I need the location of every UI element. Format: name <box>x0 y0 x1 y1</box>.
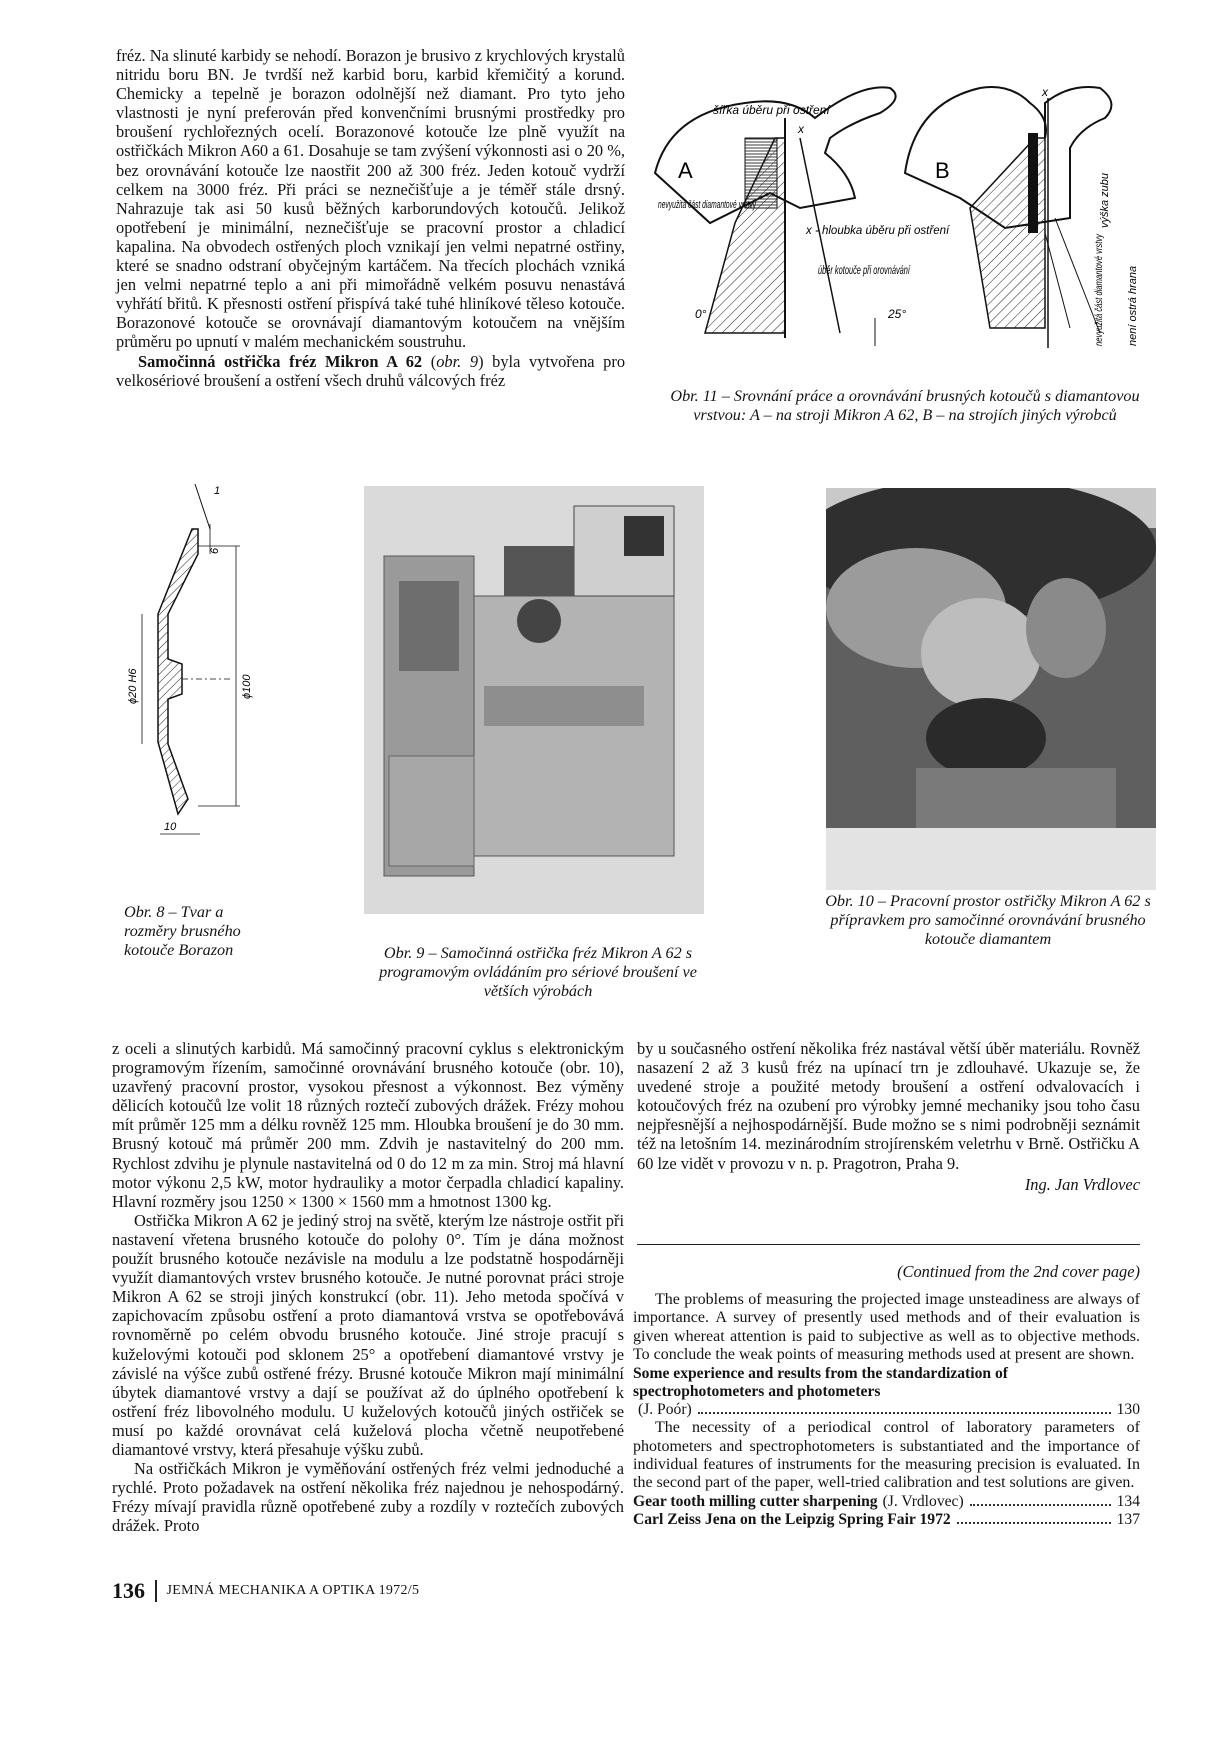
dim-10: 10 <box>164 821 177 833</box>
figure-8-drawing <box>120 484 270 859</box>
toc-author: (J. Vrdlovec) <box>882 1492 964 1510</box>
figure-ref: obr. 9 <box>436 351 479 371</box>
paragraph: fréz. Na slinuté karbidy se nehodí. Borazon je brusivo z krychlových krystalů nitridu boru BN. Je tvrdší než karbid boru, karbid křemičitý a korund. Chemicky a tepelně je borazon odolnější než diamant. Pro tyto jeho vlastnosti je nyní preferován před konvenčními brusnými prostředky pro broušení rychlořezných ocelí. Borazonové kotouče lze plně využít na ostřičkách Mikron A60 a 61. Dosahuje se tam zvýšení výkonnosti asi o 20 %, bez orovnávání kotouče lze naostřit 200 až 300 fréz. Jeden kotouč vydrží celkem na 3000 fréz. Při práci se neznečišťuje a je téměř stále drsný. Nahrazuje tak asi 50 kusů běžných karborundových kotoučů. Jelikož opotřebení je minimální, neznečišťuje se pracovní prostor a chladicí kapalina. Na obvodech ostřených ploch vznikají jen velmi nepatrné ostřiny, které se snadno odstraní obyčejným kartáčem. Na třecích plochách vzniká jen velmi nepatrné teplo a ani při mimořádně velkém posuvu nenastává vyhřátí břitů. K přesnosti ostření přispívá také tuhé hliníkové těleso kotouče. Borazonové kotouče se orovnávají diamantovým kotoučem na vnějším průměru po upnutí v malém mechanickém soustruhu. <box>116 46 625 352</box>
figure-8-caption: Obr. 8 – Tvar a rozměry brusného kotouče Borazon <box>124 903 241 959</box>
toc-title: Some experience and results from the standardization of spectrophotometers and photometers <box>633 1364 1008 1400</box>
dim-bore: ϕ20 H6 <box>127 668 139 704</box>
label-depth: x - hloubka úběru při ostření <box>806 225 950 237</box>
english-summary <box>633 1291 1140 1529</box>
dim-1: 1 <box>214 485 221 497</box>
paragraph: Ostřička Mikron A 62 je jediný stroj na světě, kterým lze nástroje ostřit při nastavení vřetena brusného kotouče do polohy 0°. Tím je dána možnost použít brusného kotouče nezávisle na modulu a lze podstatně hospodárněji využít diamantových vrstev brusného kotouče. Je nutné porovnat práci stroje Mikron A 62 se stroji jiných konstrukcí (obr. 11). Jeho metoda spočívá v zapichovacím způsobu ostření a proto diamantová vrstva se opotřebovává rovnoměrně po celém obvodu brusného kotouče. Jiné stroje pracují s kuželovými kotouči pod sklonem 25° a opotřebení diamantové vrstvy je závislé na výšce zubů ostřené frézy. Brusné kotouče Mikron mají minimální úbytek diamantové vrstvy a dají se používat až do úplného opotřebení k ostření fréz libovolného modulu. U kuželových kotoučů jiných ostřiček se musí po každé orovnávat celá kuželová plocha včetně neupotřebené diamantové vrstvy, která přesahuje výšku zubů. <box>112 1210 624 1459</box>
toc-page: 130 <box>1116 1401 1140 1419</box>
toc-title: Carl Zeiss Jena on the Leipzig Spring Fair 1972 <box>633 1511 951 1529</box>
wheel-profile <box>158 529 198 814</box>
figure-9-photo <box>364 486 704 914</box>
toc-entry <box>633 1493 1140 1511</box>
figure-8 <box>120 484 270 859</box>
label-angle-0: 0° <box>695 307 707 321</box>
paragraph: Na ostřičkách Mikron je vyměňování ostřených fréz velmi jednoduché a rychlé. Proto požadavek na ostření několika fréz najednou je nehospodárný. Frézy mívají pravidla různě opotřebené zuby a rozdíly v roztečích zubových drážek. Proto <box>112 1459 624 1536</box>
label-x: x <box>1042 85 1048 99</box>
figure-9-image <box>364 486 704 914</box>
summary-paragraph: The problems of measuring the projected image unsteadiness are always of importance. A survey of presently used methods and of their evaluation is given whereat attention is paid to subjective as well as to objective methods. To conclude the weak points of measuring methods used at present are shown. <box>633 1291 1140 1364</box>
figure-10-photo <box>826 488 1156 890</box>
label-x: x <box>798 122 804 136</box>
bottom-right-column <box>637 1039 1140 1194</box>
toc-page: 137 <box>1116 1511 1140 1529</box>
tooth-a <box>745 138 777 208</box>
toc-title: Gear tooth milling cutter sharpening <box>633 1492 878 1510</box>
label-wear: úběr kotouče při orovnávání <box>818 265 912 277</box>
figure-label-a: A <box>678 158 693 183</box>
top-text-column <box>116 46 625 390</box>
author: Ing. Jan Vrdlovec <box>1024 1174 1140 1194</box>
summary-paragraph: The necessity of a periodical control of laboratory parameters of photometers and spectrophotometers is substantiated and the importance of individual features of instruments for the measuring precision is evaluated. In the second part of the paper, well-tried calibration and test solutions are given. <box>633 1419 1140 1492</box>
toc-page: 134 <box>1116 1492 1140 1510</box>
label-tooth-height: výška zubu <box>1099 172 1111 228</box>
toc-entry <box>633 1365 1140 1420</box>
figure-10-caption: Obr. 10 – Pracovní prostor ostřičky Mikron A 62 s přípravkem pro samočinné orovnávání brusného kotouče diamantem <box>825 892 1151 948</box>
inline-heading: Samočinná ostřička fréz Mikron A 62 <box>138 351 423 371</box>
text-run: ) byla vytvořena pro velkosériové broušení a ostření všech druhů válcových fréz <box>116 351 626 390</box>
dim-diameter: ϕ100 <box>241 674 253 699</box>
toc-entry <box>633 1511 1140 1529</box>
label-angle-25: 25° <box>888 307 907 321</box>
figure-11-caption: Obr. 11 – Srovnání práce a orovnávání brusných kotoučů s diamantovou vrstvou: A – na stroji Mikron A 62, B – na strojích jiných výrobců <box>670 387 1140 424</box>
label-unused-b: nevyužitá část diamantové vrstvy <box>1094 199 1105 346</box>
dim-6: 6 <box>209 547 221 554</box>
toc-author: (J. Poór) <box>638 1401 692 1419</box>
paragraph <box>116 352 625 390</box>
toc-leader <box>970 1504 1111 1506</box>
paragraph: z oceli a slinutých karbidů. Má samočinný pracovní cyklus s elektronickým programovým řízením, samočinné orovnávání brusného kotouče (obr. 10), uzavřený pracovní prostor, vysokou přesnost a výkonnost. Bez výměny dělicích kotoučů lze volit 18 různých roztečí zubových drážek. Frézy mohou mít průměr 125 mm a délku rovněž 125 mm. Hloubka broušení je do 30 mm. Brusný kotouč má průměr 200 mm. Zdvih je nastavitelný do 200 mm. Rychlost zdvihu je plynule nastavitelná od 0 do 12 m za min. Stroj má hlavní motor výkonu 2,5 kW, motor hydrauliky a motor čerpadla chladicí kapaliny. Hlavní rozměry jsou 1250 × 1300 × 1560 mm a hmotnost 1300 kg. <box>112 1039 624 1211</box>
continued-note: (Continued from the 2nd cover page) <box>897 1262 1140 1281</box>
figure-11-drawing <box>650 78 1150 378</box>
page-footer <box>112 1578 419 1604</box>
footer-divider <box>155 1580 157 1602</box>
toc-leader <box>957 1522 1111 1524</box>
figure-11 <box>650 78 1150 378</box>
label-unused-a: nevyužitá část diamantové vrstvy <box>658 199 757 211</box>
bottom-left-column <box>112 1039 624 1535</box>
figure-label-b: B <box>935 158 950 183</box>
paragraph: by u současného ostření několika fréz nastával větší úběr materiálu. Rovněž nasazení 2 až 3 kusů fréz na upínací trn je zdlouhavé. Ukazuje se, že uvedené stroje a použité metody broušení a ostření odvalovacích i kotoučových fréz na ozubení pro výrobky jemné mechaniky jsou toho času nejpřesnější a nejhospodárnější. Bude možno se s nimi podrobněji seznámit též na letošním 14. mezinárodním strojírenském veletrhu v Brně. Ostřičku A 60 lze vidět v provozu v n. p. Pragotron, Praha 9. <box>637 1039 1140 1173</box>
journal-name: JEMNÁ MECHANIKA A OPTIKA 1972/5 <box>166 1583 420 1598</box>
label-blunt: není ostrá hrana <box>1127 265 1139 346</box>
page-number: 136 <box>112 1578 145 1603</box>
toc-leader <box>698 1412 1111 1414</box>
text-run: ( <box>422 351 437 371</box>
figure-10-image <box>826 488 1156 890</box>
divider <box>637 1244 1140 1245</box>
figure-9-caption: Obr. 9 – Samočinná ostřička fréz Mikron A 62 s programovým ovládáním pro sériové broušení ve větších výrobách <box>379 944 697 1000</box>
label-width: šířka úběru při ostření <box>713 103 830 117</box>
